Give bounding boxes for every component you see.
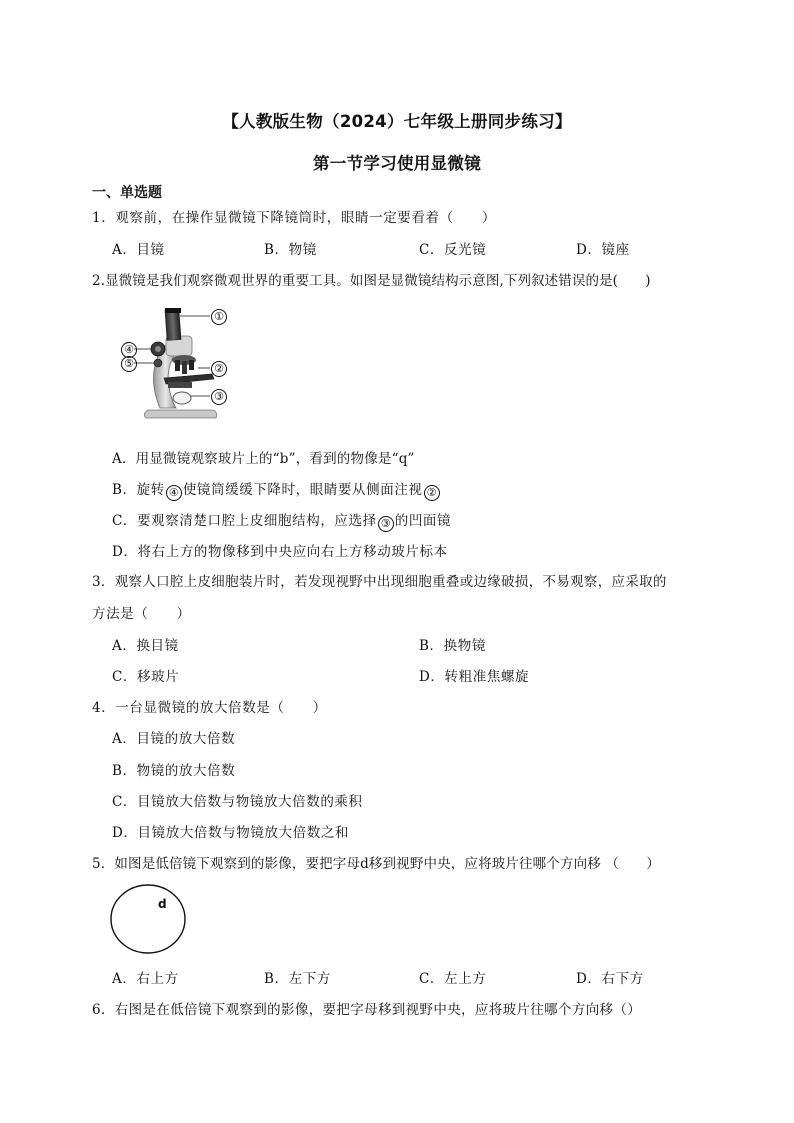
question-5-option-a: A．右上方 [112,971,179,987]
question-4-option-d: D．目镜放大倍数与物镜放大倍数之和 [112,825,350,841]
question-1-option-b: B．物镜 [264,242,317,258]
question-2-option-c-text2: 的凹面镜 [394,513,452,529]
question-2-option-c-text: C．要观察清楚口腔上皮细胞结构，应选择 [112,513,377,529]
question-2-option-c-num: ③ [378,516,394,532]
question-1-option-c: C．反光镜 [419,242,487,258]
field-of-view-circle [108,883,188,955]
question-3-option-a: A．换目镜 [112,638,179,654]
question-3-option-b: B．换物镜 [419,638,486,654]
lesson-title: 第一节学习使用显微镜 [313,154,481,173]
question-5-option-d: D．右下方 [576,971,644,987]
question-3-stem-line2: 方法是（ ） [92,606,191,622]
question-1-option-d: D．镜座 [576,242,630,258]
question-5-option-c: C．左上方 [419,971,487,987]
label-2: ② [211,361,227,377]
question-2-option-b-num1: ④ [166,485,182,501]
question-4-stem: 4．一台显微镜的放大倍数是（ ） [92,700,327,716]
question-2-option-b-text2: 使镜筒缓缓下降时，眼睛要从侧面注视 [182,482,423,498]
question-6-stem: 6．右图是在低倍镜下观察到的影像，要把字母移到视野中央，应将玻片往哪个方向移（） [92,1002,642,1018]
question-2-option-a: A．用显微镜观察玻片上的“b”，看到的物像是“q” [112,451,415,467]
question-4-option-b: B．物镜的放大倍数 [112,763,236,779]
question-3-option-d: D．转粗准焦螺旋 [419,669,530,685]
question-3-option-c: C．移玻片 [112,669,180,685]
label-1: ① [211,309,227,325]
label-3: ③ [211,389,227,405]
question-2-option-b [112,478,441,501]
label-5: ⑤ [121,356,137,372]
field-of-view-letter: d [158,897,167,911]
question-5-stem: 5．如图是低倍镜下观察到的影像，要把字母d移到视野中央，应将玻片往哪个方向移 （ ） [92,856,660,872]
section-heading: 一、单选题 [92,185,162,201]
question-5-option-b: B．左下方 [264,971,331,987]
document-title: 【人教版生物（2024）七年级上册同步练习】 [222,112,572,131]
question-2-option-b-num2: ② [424,485,440,501]
question-1-option-a: A．目镜 [112,242,165,258]
question-2-option-c [112,509,451,532]
question-4-option-a: A．目镜的放大倍数 [112,731,236,747]
question-2-option-b-text: B．旋转 [112,482,165,498]
question-4-option-c: C．目镜放大倍数与物镜放大倍数的乘积 [112,794,363,810]
question-2-option-d: D．将右上方的物像移到中央应向右上方移动玻片标本 [112,544,448,560]
question-1-stem: 1．观察前，在操作显微镜下降镜筒时，眼睛一定要看着（ ） [92,210,496,226]
question-2-stem: 2.显微镜是我们观察微观世界的重要工具。如图是显微镜结构示意图,下列叙述错误的是( ) [92,273,651,289]
label-4: ④ [121,342,137,358]
question-3-stem-line1: 3．观察人口腔上皮细胞装片时，若发现视野中出现细胞重叠或边缘破损，不易观察，应采取的 [92,574,667,590]
